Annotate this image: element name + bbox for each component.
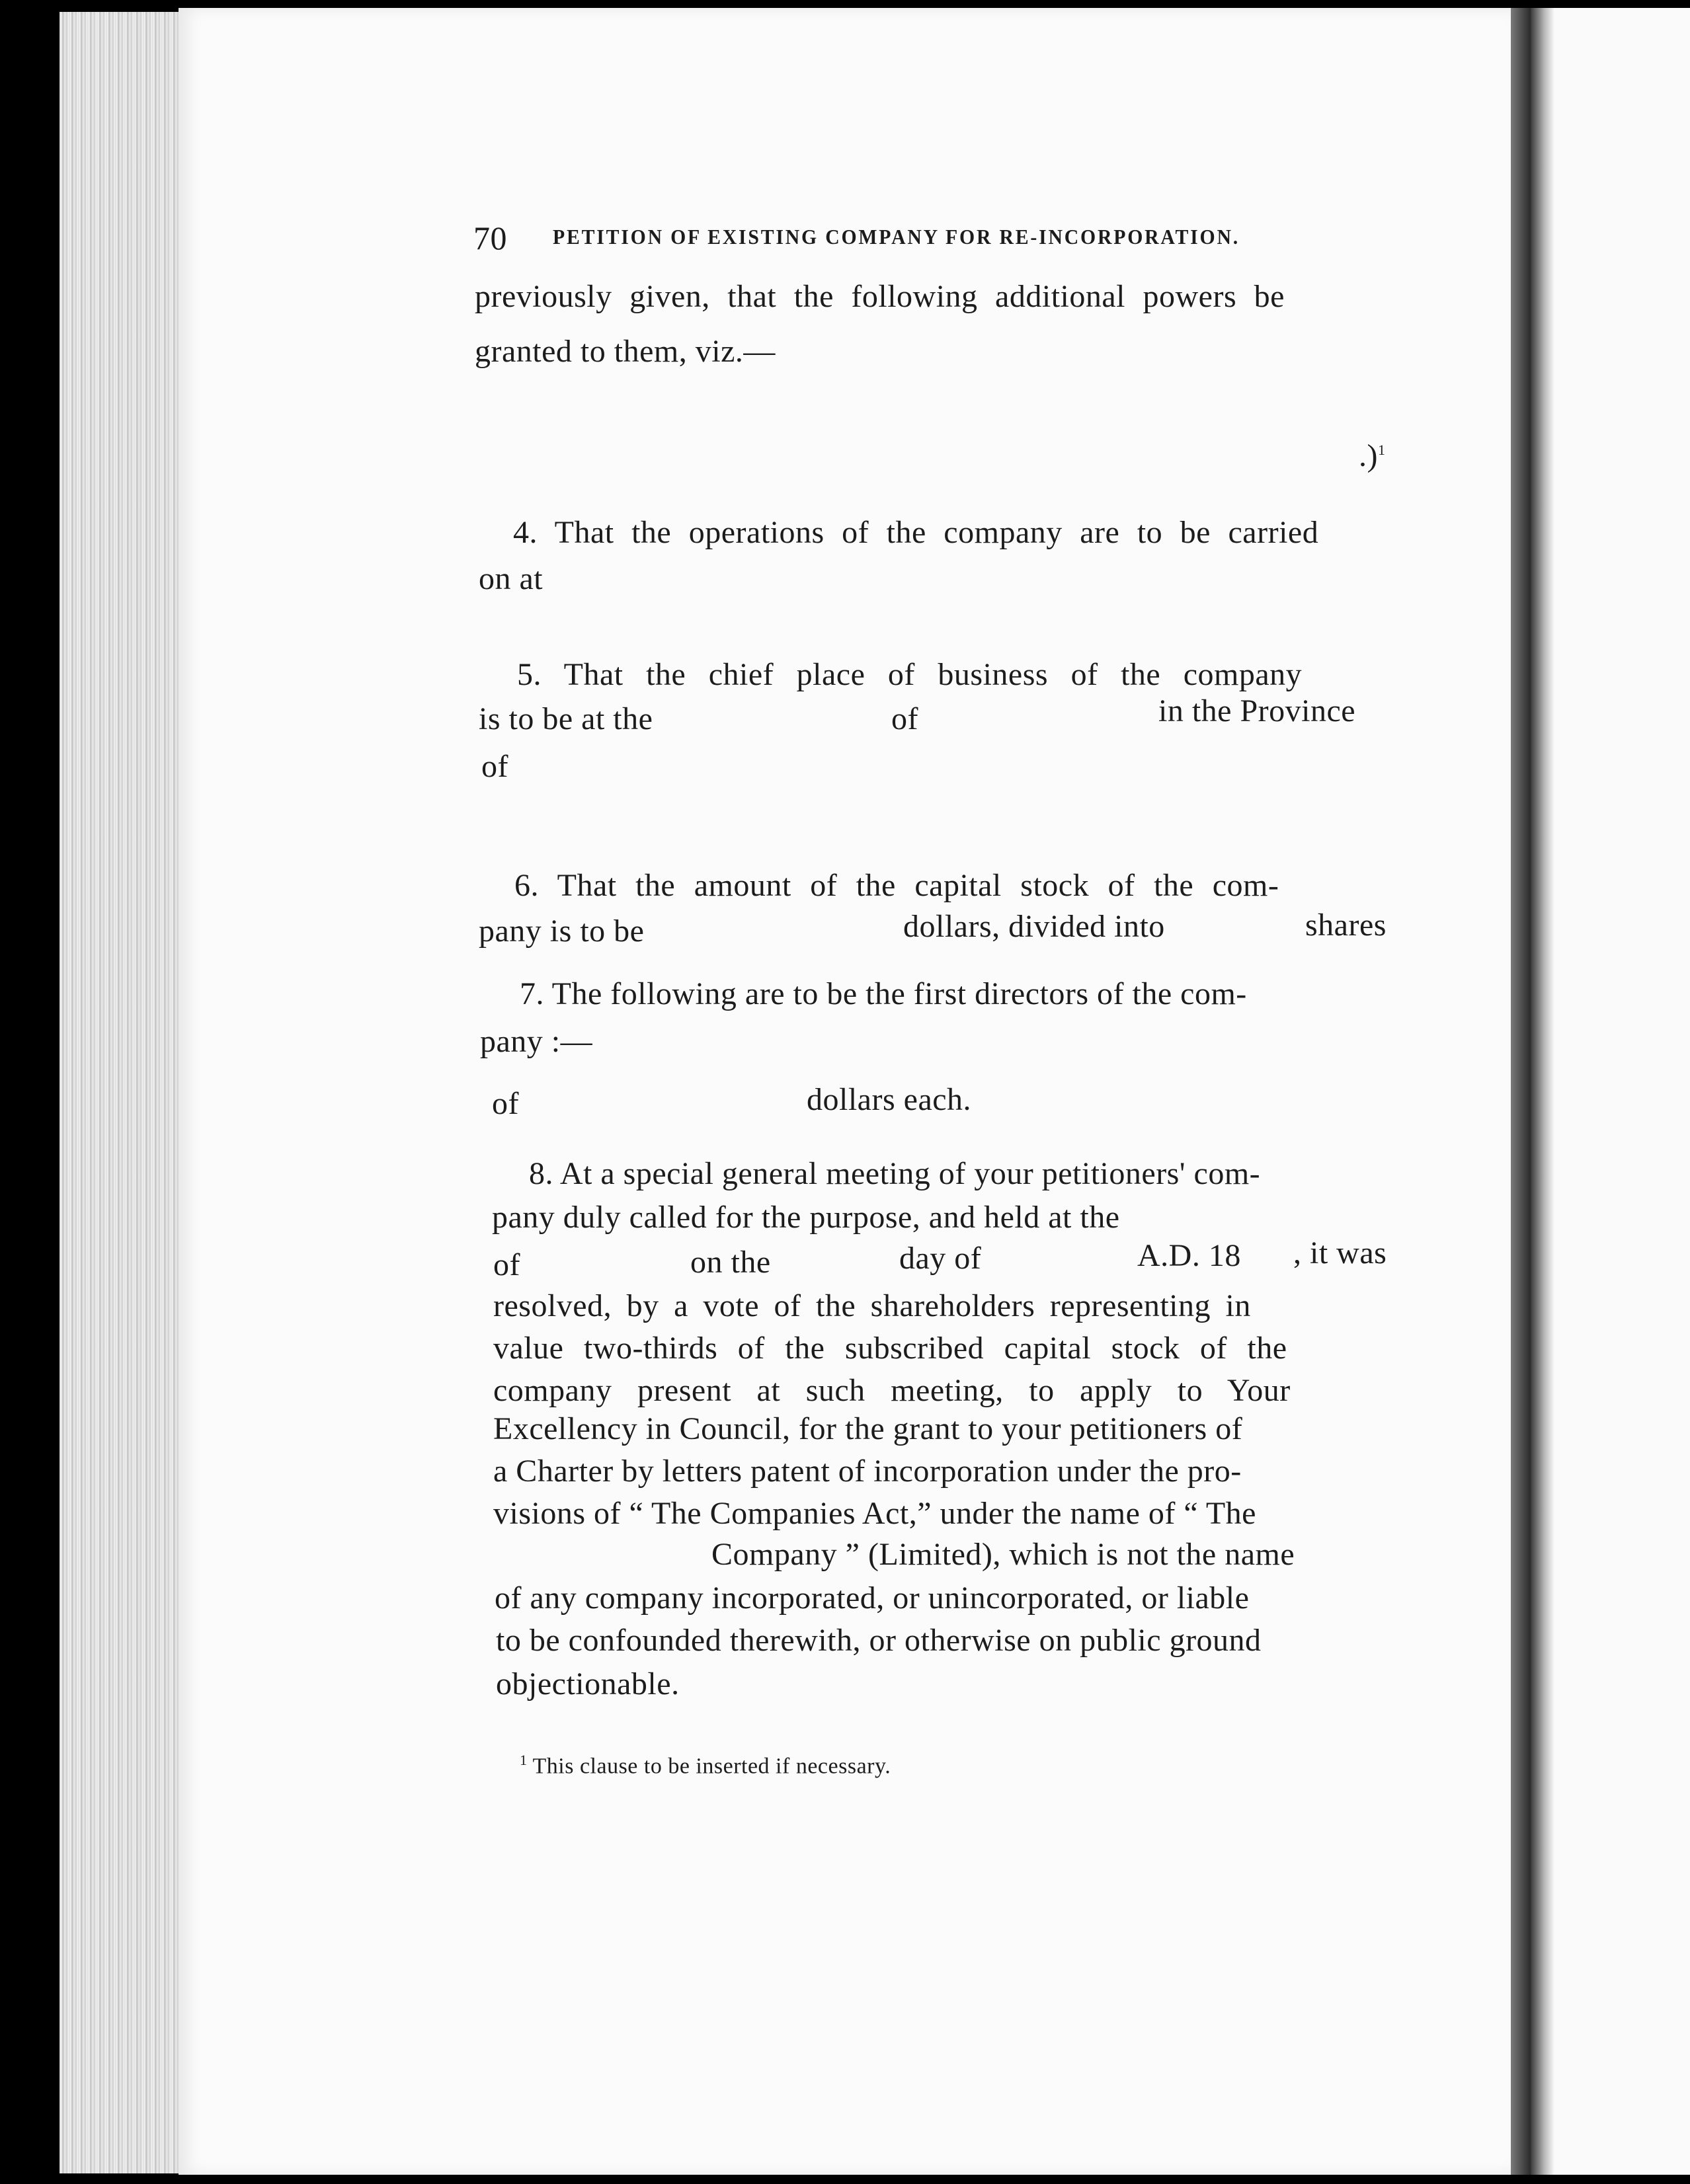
paragraph-8-line: value two-thirds of the subscribed capital stock of the bbox=[493, 1331, 1287, 1366]
paragraph-8-line: pany duly called for the purpose, and held at the bbox=[492, 1200, 1120, 1235]
paragraph-8-line: on the bbox=[690, 1245, 771, 1280]
paragraph-8-line: Company ” (Limited), which is not the name bbox=[711, 1537, 1295, 1572]
paragraph-8-line: a Charter by letters patent of incorporation under the pro- bbox=[493, 1454, 1242, 1489]
paragraph-4-line: on at bbox=[479, 561, 543, 596]
text-line: previously given, that the following additional powers be bbox=[475, 279, 1285, 314]
text-line: granted to them, viz.— bbox=[475, 334, 776, 369]
paragraph-8-line: of any company incorporated, or unincorporated, or liable bbox=[495, 1580, 1250, 1616]
paragraph-5-line: 5. That the chief place of business of the company bbox=[517, 657, 1303, 692]
paragraph-8-line: visions of “ The Companies Act,” under the name of “ The bbox=[493, 1496, 1256, 1531]
book-gutter bbox=[1511, 8, 1531, 2175]
paragraph-7-line: 7. The following are to be the first directors of the com- bbox=[520, 976, 1247, 1011]
paragraph-4-line: 4. That the operations of the company are to be carried bbox=[513, 515, 1319, 550]
paragraph-8-line: , it was bbox=[1293, 1235, 1387, 1270]
paragraph-8-line: of bbox=[493, 1247, 520, 1282]
clause-end-mark: .)$^1$ bbox=[1359, 438, 1386, 473]
paragraph-6-line: pany is to be bbox=[479, 914, 645, 949]
facing-page bbox=[1531, 8, 1690, 2175]
footnote-marker: 1 bbox=[520, 1752, 528, 1768]
running-title: PETITION OF EXISTING COMPANY FOR RE-INCORPORATION. bbox=[553, 225, 1240, 249]
paragraph-8-line: company present at such meeting, to apply to Your bbox=[493, 1373, 1291, 1408]
paragraph-5-line: is to be at the bbox=[479, 701, 653, 736]
paragraph-6-line: dollars, divided into bbox=[903, 909, 1165, 944]
paragraph-8-line: day of bbox=[899, 1241, 982, 1276]
paragraph-8-line: A.D. 18 bbox=[1137, 1238, 1241, 1273]
paragraph-7-line: pany :— bbox=[480, 1024, 593, 1059]
paragraph-7-line: of bbox=[492, 1086, 519, 1121]
paragraph-8-line: Excellency in Council, for the grant to your petitioners of bbox=[493, 1411, 1243, 1446]
paragraph-6-line: 6. That the amount of the capital stock of the com- bbox=[514, 868, 1279, 903]
paragraph-6-line: shares bbox=[1305, 908, 1387, 943]
paragraph-8-line: to be confounded therewith, or otherwise on public ground bbox=[496, 1623, 1262, 1658]
paragraph-5-line: of bbox=[891, 701, 918, 736]
paragraph-7-line: dollars each. bbox=[807, 1082, 972, 1117]
footnote-ref: 1 bbox=[1377, 442, 1386, 458]
paragraph-5-line: of bbox=[481, 749, 508, 784]
paragraph-8-line: 8. At a special general meeting of your petitioners' com- bbox=[529, 1156, 1261, 1191]
paragraph-5-line: in the Province bbox=[1158, 693, 1356, 728]
paragraph-8-line: objectionable. bbox=[496, 1666, 680, 1701]
book-page-edges bbox=[60, 12, 192, 2173]
page-number: 70 bbox=[473, 219, 507, 256]
paragraph-8-line: resolved, by a vote of the shareholders representing in bbox=[493, 1288, 1251, 1323]
footnote-text: This clause to be inserted if necessary. bbox=[532, 1754, 891, 1779]
footnote bbox=[520, 1753, 891, 1777]
